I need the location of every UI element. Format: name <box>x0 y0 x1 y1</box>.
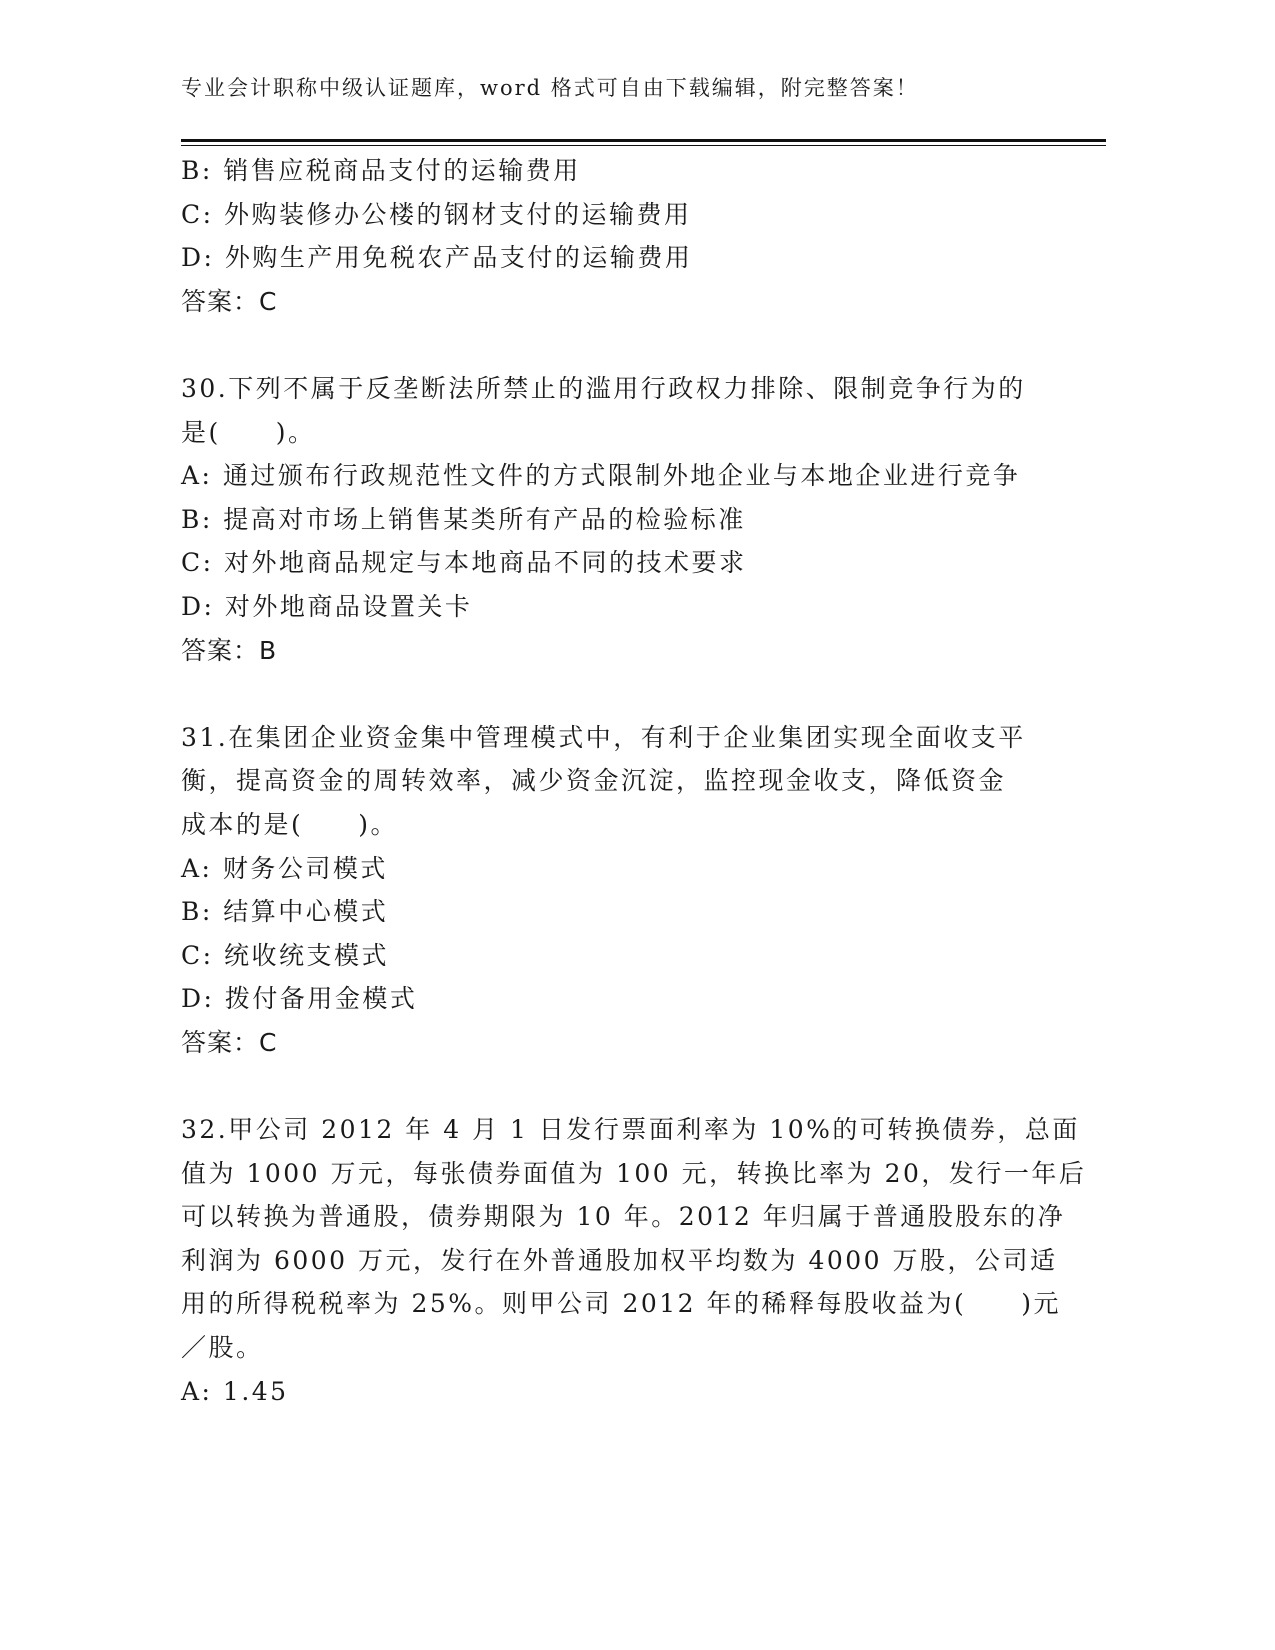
answer: 答案：C <box>181 286 278 316</box>
question-30 <box>181 367 1041 672</box>
question-stem: 是( )。 <box>181 417 316 447</box>
option-a: A: 1.45 <box>181 1376 289 1406</box>
question-stem: 可以转换为普通股，债券期限为 10 年。2012 年归属于普通股股东的净 <box>181 1202 1066 1232</box>
question-stem: 成本的是( )。 <box>181 809 399 839</box>
spacer <box>181 323 1041 367</box>
answer: 答案：C <box>181 1027 278 1057</box>
question-stem: 32.甲公司 2012 年 4 月 1 日发行票面利率为 10%的可转换债券，总面 <box>181 1115 1080 1145</box>
document-body <box>181 149 1087 1413</box>
spacer <box>181 672 1041 716</box>
option-a: A: 通过颁布行政规范性文件的方式限制外地企业与本地企业进行竞争 <box>181 461 1021 491</box>
question-stem: 用的所得税税率为 25%。则甲公司 2012 年的稀释每股收益为( )元 <box>181 1289 1062 1319</box>
option-d: D: 对外地商品设置关卡 <box>181 591 473 621</box>
question-stem: 31.在集团企业资金集中管理模式中，有利于企业集团实现全面收支平 <box>181 722 1026 752</box>
option-b: B: 结算中心模式 <box>181 897 389 927</box>
option-b: B: 销售应税商品支付的运输费用 <box>181 156 581 185</box>
question-stem: 衡，提高资金的周转效率，减少资金沉淀，监控现金收支，降低资金 <box>181 766 1007 796</box>
header-divider-thin <box>181 145 1106 146</box>
header-divider-thick <box>181 139 1106 142</box>
option-c: C: 统收统支模式 <box>181 940 389 970</box>
option-a: A: 财务公司模式 <box>181 853 388 883</box>
option-b: B: 提高对市场上销售某类所有产品的检验标准 <box>181 504 746 534</box>
question-31 <box>181 716 1041 1065</box>
page-header: 专业会计职称中级认证题库，word 格式可自由下载编辑，附完整答案！ <box>181 76 919 100</box>
question-stem: 30.下列不属于反垄断法所禁止的滥用行政权力排除、限制竞争行为的 <box>181 373 1026 403</box>
question-29 <box>181 149 1041 323</box>
answer: 答案：B <box>181 635 278 665</box>
question-stem: 值为 1000 万元，每张债券面值为 100 元，转换比率为 20，发行一年后 <box>181 1158 1087 1188</box>
question-stem: ／股。 <box>181 1333 264 1363</box>
question-stem: 利润为 6000 万元，发行在外普通股加权平均数为 4000 万股，公司适 <box>181 1245 1058 1275</box>
option-c: C: 外购装修办公楼的钢材支付的运输费用 <box>181 199 692 229</box>
option-d: D: 拨付备用金模式 <box>181 984 418 1014</box>
question-32 <box>181 1108 1087 1413</box>
option-c: C: 对外地商品规定与本地商品不同的技术要求 <box>181 548 747 578</box>
spacer <box>181 1064 1041 1108</box>
option-d: D: 外购生产用免税农产品支付的运输费用 <box>181 243 693 273</box>
